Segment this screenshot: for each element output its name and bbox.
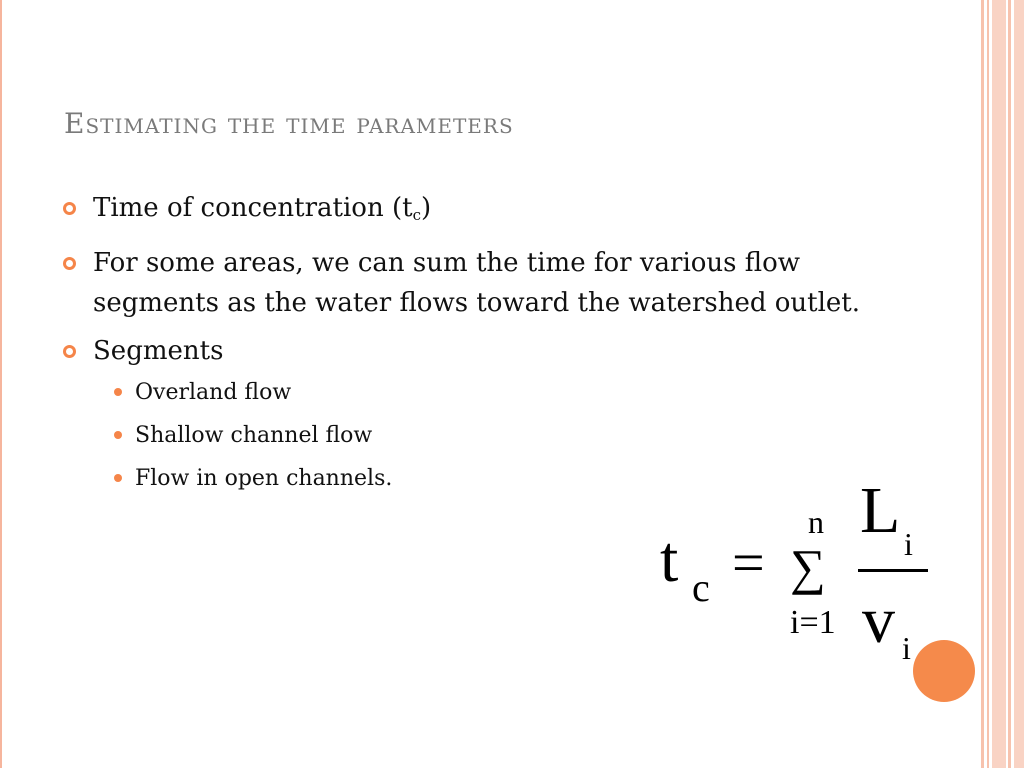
bullet-item-time-of-concentration (60, 188, 880, 235)
right-stripe (1014, 0, 1024, 768)
bullet-text: For some areas, we can sum the time for various flow segments as the water flows toward the watershed outlet. (93, 248, 861, 318)
bullet-ring-icon (63, 345, 76, 358)
formula-sum-lower-limit: i=1 (790, 604, 836, 641)
formula-equals: = (732, 530, 765, 595)
subbullet-text: Shallow channel flow (135, 423, 373, 448)
bullet-item-sum-time (60, 243, 880, 323)
slide-title: Estimating the time parameters (64, 107, 514, 140)
right-stripe (981, 0, 984, 768)
subbullet-item (93, 414, 880, 457)
bullet-dot-icon (114, 474, 122, 482)
formula-numerator-subscript: i (904, 526, 913, 562)
subbullet-item (93, 371, 880, 414)
formula-denominator: v (862, 584, 895, 657)
formula-denominator-subscript: i (902, 630, 911, 666)
right-stripe (987, 0, 989, 768)
bullet-subscript: c (412, 206, 421, 224)
left-border (0, 0, 2, 768)
bullet-text: Time of concentration (t (93, 193, 413, 223)
formula-lhs: t (660, 523, 679, 596)
subbullet-text: Flow in open channels. (135, 466, 393, 491)
decorative-orange-circle (913, 640, 975, 702)
bullet-text-after: ) (420, 193, 432, 223)
bullet-ring-icon (63, 257, 76, 270)
subbullet-text: Overland flow (135, 380, 292, 405)
right-stripe (1008, 0, 1011, 768)
formula-numerator: L (860, 474, 901, 547)
bullet-dot-icon (114, 431, 122, 439)
right-stripe (992, 0, 1006, 768)
bullet-text: Segments (93, 336, 224, 366)
formula-sigma: ∑ (790, 539, 826, 595)
formula-fraction-bar (858, 569, 928, 572)
bullet-list (60, 188, 880, 508)
formula-lhs-subscript: c (692, 565, 710, 610)
bullet-dot-icon (114, 388, 122, 396)
bullet-ring-icon (63, 202, 76, 215)
formula-sum-upper-limit: n (808, 504, 824, 540)
concentration-time-formula (640, 470, 960, 680)
